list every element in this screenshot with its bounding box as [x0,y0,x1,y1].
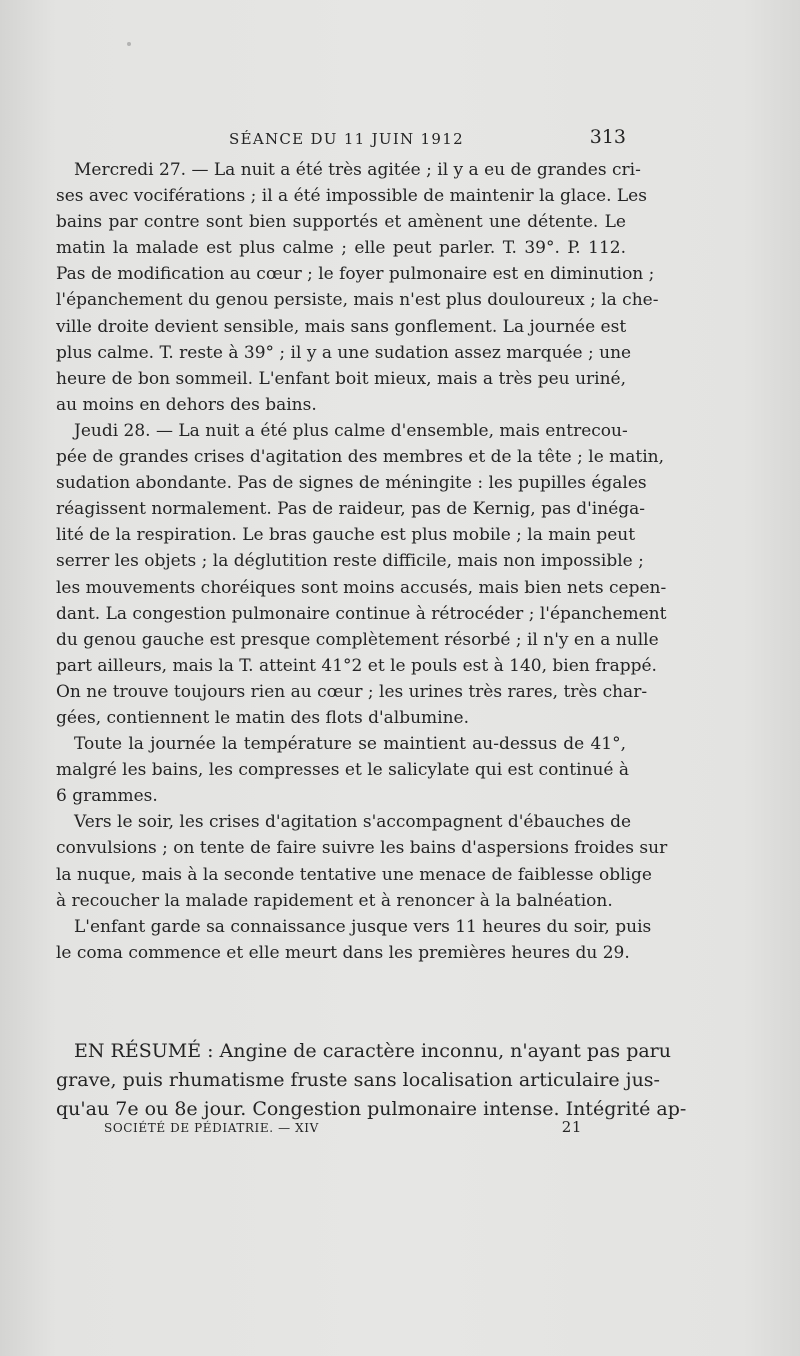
signature-number: 21 [561,1118,582,1136]
text-line: malgré les bains, les compresses et le salicylate qui est continué à [56,760,630,781]
text-line: l'épanchement du genou persiste, mais n'est plus douloureux ; la che- [56,290,659,311]
text-line-mercredi: Mercredi 27. — La nuit a été très agitée ; il y a eu de grandes cri- [74,160,641,180]
text-line: plus calme. T. reste à 39° ; il y a une sudation assez marquée ; une [56,342,632,363]
text-line: réagissent normalement. Pas de raideur, pas de Kernig, pas d'inéga- [56,499,646,520]
text-line: sudation abondante. Pas de signes de méningite : les pupilles égales [56,473,647,494]
text-line: au moins en dehors des bains. [56,394,317,415]
text-line: pée de grandes crises d'agitation des membres et de la tête ; le matin, [56,447,665,468]
text-line: ville droite devient sensible, mais sans gonflement. La journée est [56,316,627,337]
text-line: L'enfant garde sa connaissance jusque vers 11 heures du soir, puis [74,916,652,937]
text-line: serrer les objets ; la déglutition reste difficile, mais non impossible ; [56,551,644,572]
text-line: la nuque, mais à la seconde tentative une menace de faiblesse oblige [56,864,652,885]
clinical-observation-text [56,157,668,966]
page-number: 313 [589,126,626,148]
text-line: convulsions ; on tente de faire suivre les bains d'aspersions froides sur [56,838,668,859]
text-line: lité de la respiration. Le bras gauche est plus mobile ; la main peut [56,525,636,546]
text-line: part ailleurs, mais la T. atteint 41°2 et le pouls est à 140, bien frappé. [56,655,657,676]
running-title: SÉANCE DU 11 JUIN 1912 [229,130,464,148]
summary-text [56,1037,687,1124]
text-line: ses avec vociférations ; il a été impossible de maintenir la glace. Les [56,186,647,207]
page-header [56,126,626,154]
text-line: bains par contre sont bien supportés et amènent une détente. Le [56,212,626,233]
text-line: Pas de modification au cœur ; le foyer pulmonaire est en diminution ; [56,264,655,285]
text-line: heure de bon sommeil. L'enfant boit mieux, mais a très peu uriné, [56,368,626,389]
text-line: Vers le soir, les crises d'agitation s'accompagnent d'ébauches de [74,812,632,833]
text-line: le coma commence et elle meurt dans les premières heures du 29. [56,942,630,963]
text-line: à recoucher la malade rapidement et à renoncer à la balnéation. [56,890,613,911]
text-line: On ne trouve toujours rien au cœur ; les urines très rares, très char- [56,681,648,702]
text-line: dant. La congestion pulmonaire continue à rétrocéder ; l'épanchement [56,603,667,624]
scan-speck [127,42,131,46]
text-line: du genou gauche est presque complètement résorbé ; il n'y en a nulle [56,629,659,650]
publication-title: SOCIÉTÉ DE PÉDIATRIE. — XIV [104,1121,319,1135]
text-line: matin la malade est plus calme ; elle peut parler. T. 39°. P. 112. [56,238,626,259]
text-line: 6 grammes. [56,786,158,807]
text-line: Toute la journée la température se maintient au-dessus de 41°, [74,734,626,755]
page-footer [104,1118,582,1140]
text-line: les mouvements choréiques sont moins accusés, mais bien nets cepen- [56,577,667,598]
text-line-jeudi: Jeudi 28. — La nuit a été plus calme d'ensemble, mais entrecou- [74,420,628,441]
summary-line: EN RÉSUMÉ : Angine de caractère inconnu, n'ayant pas paru [74,1040,672,1062]
text-line: gées, contiennent le matin des flots d'albumine. [56,707,470,728]
summary-line: grave, puis rhumatisme fruste sans localisation articulaire jus- [56,1069,660,1091]
summary-line: qu'au 7e ou 8e jour. Congestion pulmonaire intense. Intégrité ap- [56,1098,687,1120]
